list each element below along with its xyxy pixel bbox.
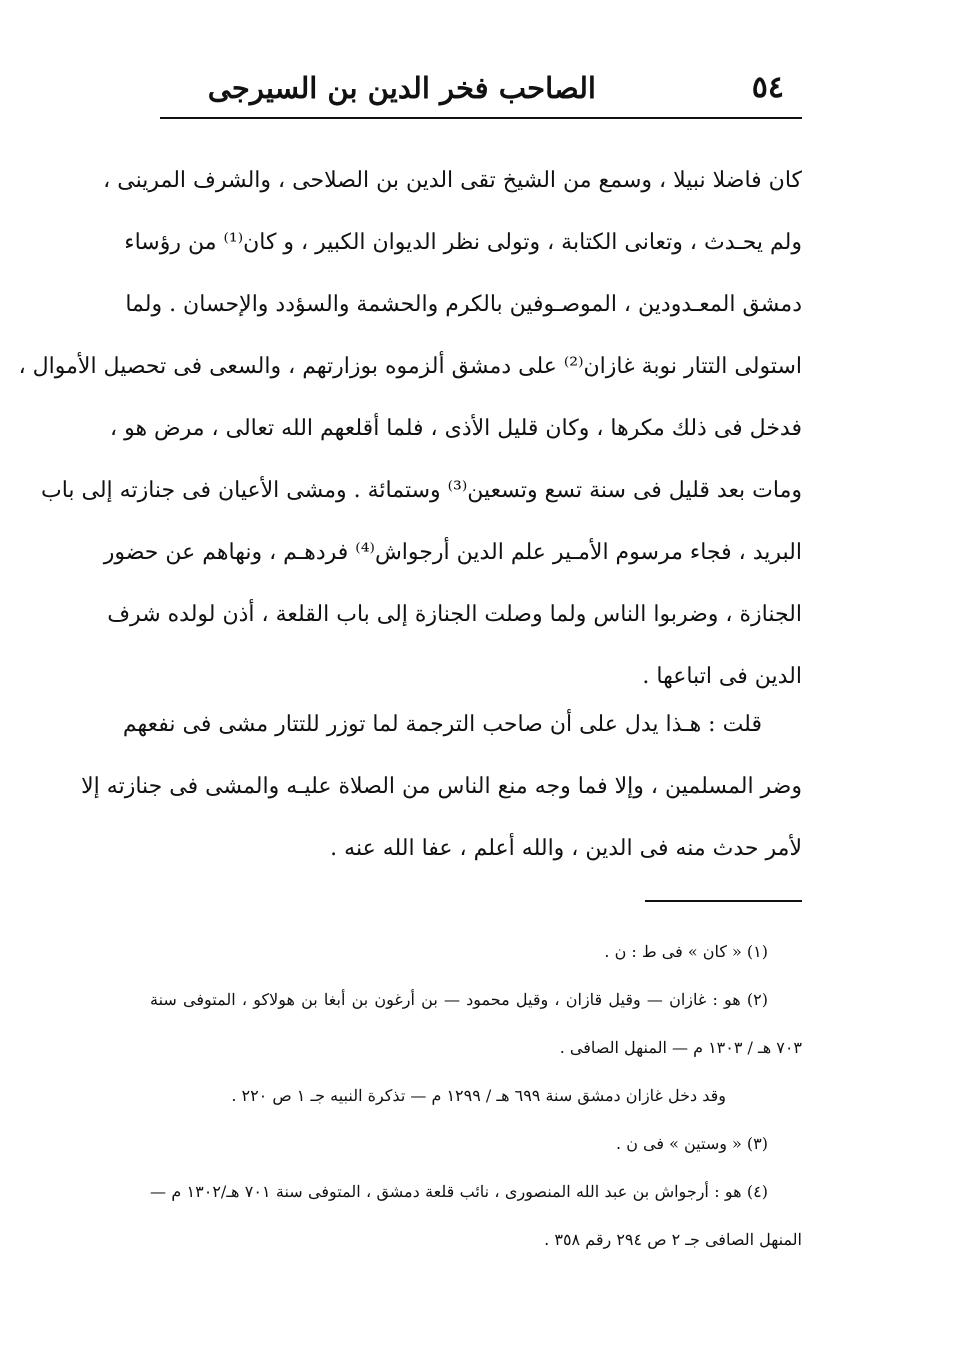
footnote-2: (٢) هو : غازان — وقيل قازان ، وقيل محمود — بن أرغون بن أبغا بن هولاكو ، المتوفى سنة xyxy=(150,990,768,1009)
page-header xyxy=(160,66,802,112)
text-line: لأمر حدث منه فى الدين ، والله أعلم ، عفا الله عنه . xyxy=(330,836,802,861)
text-line: كان فاضلا نبيلا ، وسمع من الشيخ تقى الدين بن الصلاحى ، والشرف المرينى ، xyxy=(103,168,802,193)
text-line: ولم يحـدث ، وتعانى الكتابة ، وتولى نظر الديوان الكبير ، و كان⁽¹⁾ من رؤساء xyxy=(124,230,802,255)
text-line: ومات بعد قليل فى سنة تسع وتسعين⁽³⁾ وستمائة . ومشى الأعيان فى جنازته إلى باب xyxy=(40,478,802,503)
paragraph-2 xyxy=(81,694,802,880)
footnote-4-continued: المنهل الصافى جـ ٢ ص ٢٩٤ رقم ٣٥٨ . xyxy=(544,1230,802,1249)
text-line: قلت : هـذا يدل على أن صاحب الترجمة لما توزر للتتار مشى فى نفعهم xyxy=(122,712,762,737)
text-line: البريد ، فجاء مرسوم الأمـير علم الدين أرجواش⁽⁴⁾ فردهـم ، ونهاهم عن حضور xyxy=(103,540,802,565)
footnote-rule xyxy=(645,900,802,902)
footnote-4: (٤) هو : أرجواش بن عبد الله المنصورى ، نائب قلعة دمشق ، المتوفى سنة ٧٠١ هـ/١٣٠٢ م — xyxy=(150,1182,769,1201)
page-number: ٥٤ xyxy=(751,70,784,105)
text-line: استولى التتار نوبة غازان⁽²⁾ على دمشق ألزموه بوزارتهم ، والسعى فى تحصيل الأموال ، xyxy=(18,354,802,379)
running-title: الصاحب فخر الدين بن السيرجى xyxy=(207,71,596,105)
text-line: فدخل فى ذلك مكرها ، وكان قليل الأذى ، فلما أقلعهم الله تعالى ، مرض هو ، xyxy=(109,416,802,441)
footnote-2-note: وقد دخل غازان دمشق سنة ٦٩٩ هـ / ١٢٩٩ م — تذكرة النبيه جـ ١ ص ٢٢٠ . xyxy=(231,1086,726,1105)
footnote-1: (١) « كان » فى ط : ن . xyxy=(604,942,768,961)
header-rule xyxy=(160,117,802,119)
footnote-2-continued: ٧٠٣ هـ / ١٣٠٣ م — المنهل الصافى . xyxy=(559,1038,802,1057)
text-line: الدين فى اتباعها . xyxy=(642,664,802,689)
text-line: الجنازة ، وضربوا الناس ولما وصلت الجنازة إلى باب القلعة ، أذن لولده شرف xyxy=(107,602,802,627)
text-line: وضر المسلمين ، وإلا فما وجه منع الناس من الصلاة عليـه والمشى فى جنازته إلا xyxy=(81,774,802,799)
footnotes xyxy=(150,928,802,1264)
footnote-3: (٣) « وستين » فى ن . xyxy=(616,1134,768,1153)
paragraph-1 xyxy=(18,150,802,708)
text-line: دمشق المعـدودين ، الموصـوفين بالكرم والحشمة والسؤدد والإحسان . ولما xyxy=(125,292,802,317)
